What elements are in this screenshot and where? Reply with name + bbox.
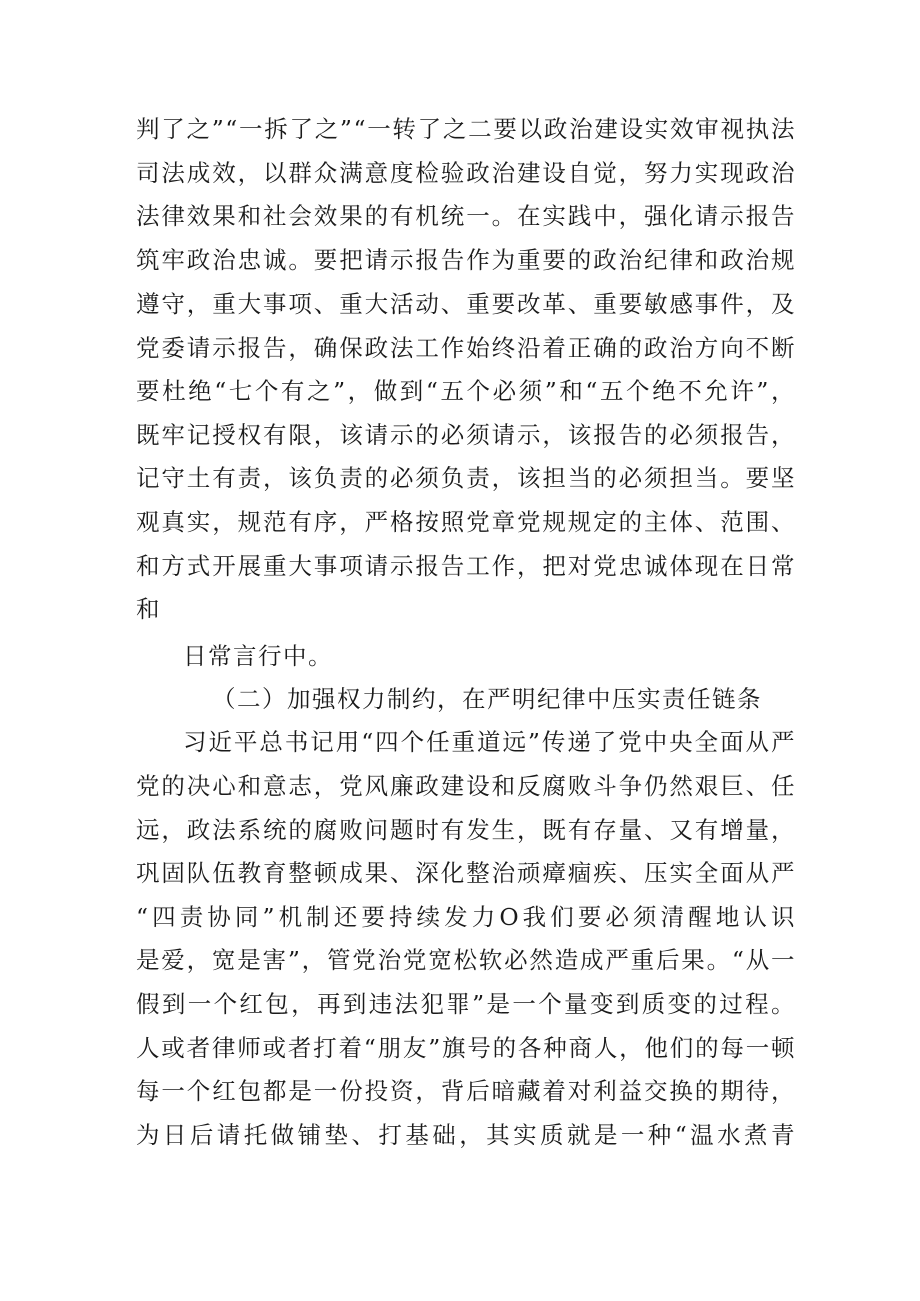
text-line: 假到一个红包，再到违法犯罪”是一个量变到质变的过程。 xyxy=(136,990,796,1018)
text-line: 法律效果和社会效果的有机统一。在实践中，强化请示报告 xyxy=(136,202,796,230)
text-line: 人或者律师或者打着“朋友”旗号的各种商人，他们的每一顿 xyxy=(136,1034,796,1062)
text-line: 和 xyxy=(136,595,161,623)
text-line: 党的决心和意志，党风廉政建设和反腐败斗争仍然艰巨、任 xyxy=(136,772,796,800)
text-line: 是爱，宽是害”，管党治党宽松软必然造成严重后果。“从一 xyxy=(136,946,796,974)
text-line: 观真实，规范有序，严格按照党章党规规定的主体、范围、 xyxy=(136,508,796,536)
text-line: 每一个红包都是一份投资，背后暗藏着对利益交换的期待， xyxy=(136,1077,796,1105)
text-line: 筑牢政治忠诚。要把请示报告作为重要的政治纪律和政治规 xyxy=(136,246,796,274)
text-line: 遵守，重大事项、重大活动、重要改革、重要敏感事件，及 xyxy=(136,290,796,318)
section-heading: （二）加强权力制约，在严明纪律中压实责任链条 xyxy=(212,685,762,713)
text-line: 司法成效，以群众满意度检验政治建设自觉，努力实现政治 xyxy=(136,159,796,187)
text-line: 巩固队伍教育整顿成果、深化整治顽瘴痼疾、压实全面从严 xyxy=(136,859,796,887)
text-line: 要杜绝“七个有之”，做到“五个必须”和“五个绝不允许”， xyxy=(136,377,796,405)
paragraph-line: 日常言行中。 xyxy=(183,642,333,670)
text-line: 为日后请托做铺垫、打基础，其实质就是一种“温水煮青 xyxy=(136,1121,796,1149)
paragraph-first-line: 习近平总书记用“四个任重道远”传递了党中央全面从严 xyxy=(183,728,796,756)
text-line: 党委请示报告，确保政法工作始终沿着正确的政治方向不断 xyxy=(136,334,796,362)
text-line: 记守土有责，该负责的必须负责，该担当的必须担当。要坚 xyxy=(136,464,796,492)
text-line: 和方式开展重大事项请示报告工作，把对党忠诚体现在日常 xyxy=(136,552,796,580)
text-line: 远，政法系统的腐败问题时有发生，既有存量、又有增量， xyxy=(136,816,796,844)
text-line: 既牢记授权有限，该请示的必须请示，该报告的必须报告， xyxy=(136,421,796,449)
text-line: “四责协同”机制还要持续发力O我们要必须清醒地认识 xyxy=(136,903,796,931)
text-line: 判了之”“一拆了之”“一转了之二要以政治建设实效审视执法 xyxy=(136,115,796,143)
